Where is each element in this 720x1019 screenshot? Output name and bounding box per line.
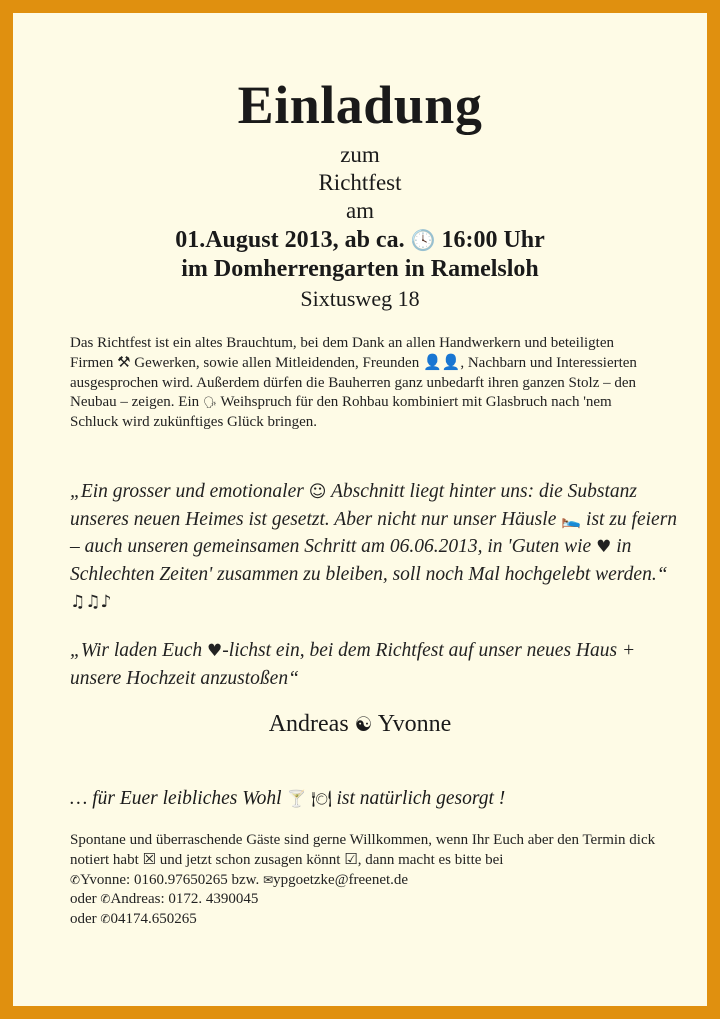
contact-paragraph	[70, 831, 670, 929]
mail-icon: ✉	[263, 872, 274, 887]
bed-icon: 🛌	[561, 510, 582, 529]
contact-text-c: , dann macht es bitte bei	[357, 852, 504, 869]
phone-icon: ✆	[70, 872, 81, 887]
intro-text-5: Weihspruch für den Rohbau kombiniert mit Glasbruch nach 'nem Schluck wird zukünftiges Glück bringen.	[70, 394, 612, 430]
catering-note	[70, 786, 670, 812]
quote2-text-a: „Wir laden Euch	[70, 640, 203, 661]
music-notes-icon: ♫♫♪	[70, 592, 112, 612]
clock-icon: 🕓	[410, 228, 436, 252]
event-location: im Domherrengarten in Ramelsloh	[181, 256, 539, 282]
heart-icon: ♥	[596, 537, 612, 557]
contact-oder-2: oder	[70, 910, 97, 927]
intro-text-1: Das Richtfest ist ein altes Brauchtum, bei dem Dank an allen Handwerkern und beteiligten Firmen	[70, 335, 615, 372]
time-text: 16:00 Uhr	[441, 227, 545, 253]
name-andreas: Andreas	[268, 711, 349, 737]
quote1-text-b: Abschnitt liegt hinter uns: die Substanz unseres neuen Heimes ist gesetzt. Aber nicht nur unser Häusle	[70, 481, 637, 530]
plate-icon: 🍽	[311, 789, 332, 808]
andreas-phone: Andreas: 0172. 4390045	[110, 891, 259, 908]
intro-paragraph	[70, 334, 660, 432]
quote-invitation	[70, 637, 680, 692]
host-names	[13, 709, 707, 739]
contact-text-a: Spontane und überraschende Gäste sind gerne Willkommen, wenn Ihr Euch aber den Termin dick notiert habt	[70, 832, 656, 869]
subtitle-am: am	[345, 198, 375, 223]
page-title: Einladung	[237, 75, 483, 135]
intro-text-4: Nachbarn und Interessierten ausgesprochen wird. Außerdem dürfen die Bauherren ganz unbedarft ihren ganzen Stolz – den Neubau – zeigen. Ein	[70, 355, 637, 411]
catering-text-a: … für Euer leibliches Wohl	[70, 788, 282, 809]
subtitle-richtfest: Richtfest	[318, 170, 402, 195]
heart-icon: ♥	[207, 641, 223, 661]
event-date	[13, 226, 707, 254]
event-street: Sixtusweg 18	[300, 286, 420, 311]
quote1-text-a: „Ein grosser und emotionaler	[70, 481, 304, 502]
people-icon: 👤👤	[422, 353, 461, 372]
quote-emotional	[70, 478, 680, 616]
contact-oder-1: oder	[70, 891, 97, 908]
date-text: 01.August 2013, ab ca.	[175, 227, 405, 253]
checkbox-x-icon: ☒	[142, 850, 156, 869]
yin-yang-icon: ☯	[354, 712, 373, 736]
email-address[interactable]: ypgoetzke@freenet.de	[273, 871, 409, 888]
phone-icon: ✆	[100, 892, 111, 907]
subtitle-zum: zum	[340, 142, 380, 167]
glass-icon: 🍸	[286, 789, 307, 808]
contact-text-b: und jetzt schon zusagen könnt	[159, 852, 341, 869]
phone-icon: ✆	[100, 911, 111, 926]
quote1-text-c: ist zu feiern – auch unseren gemeinsamen Schritt am 06.06.2013, in 'Guten wie	[70, 509, 678, 557]
intro-text-2: Gewerken, sowie allen Mitleidenden, Freunden	[134, 355, 420, 372]
intro-text-3: ,	[460, 355, 465, 372]
checkbox-check-icon: ☑	[344, 850, 358, 869]
smiley-icon: ☺	[308, 482, 327, 502]
name-yvonne: Yvonne	[377, 711, 452, 737]
quote2-text-b: -lichst ein, bei dem Richtfest auf unser neues Haus + unsere Hochzeit anzustoßen“	[70, 640, 636, 689]
catering-text-b: ist natürlich gesorgt !	[336, 788, 506, 809]
invitation-page	[13, 13, 707, 1006]
yvonne-phone: Yvonne: 0160.97650265 bzw.	[80, 871, 260, 888]
quote1-text-d: in Schlechten Zeiten' zusammen zu bleiben, soll noch Mal hochgelebt werden.“	[70, 536, 668, 585]
hammer-wrench-icon: ⚒	[117, 353, 131, 372]
speech-icon: 🗣	[202, 396, 217, 410]
landline-phone: 04174.650265	[110, 910, 197, 927]
